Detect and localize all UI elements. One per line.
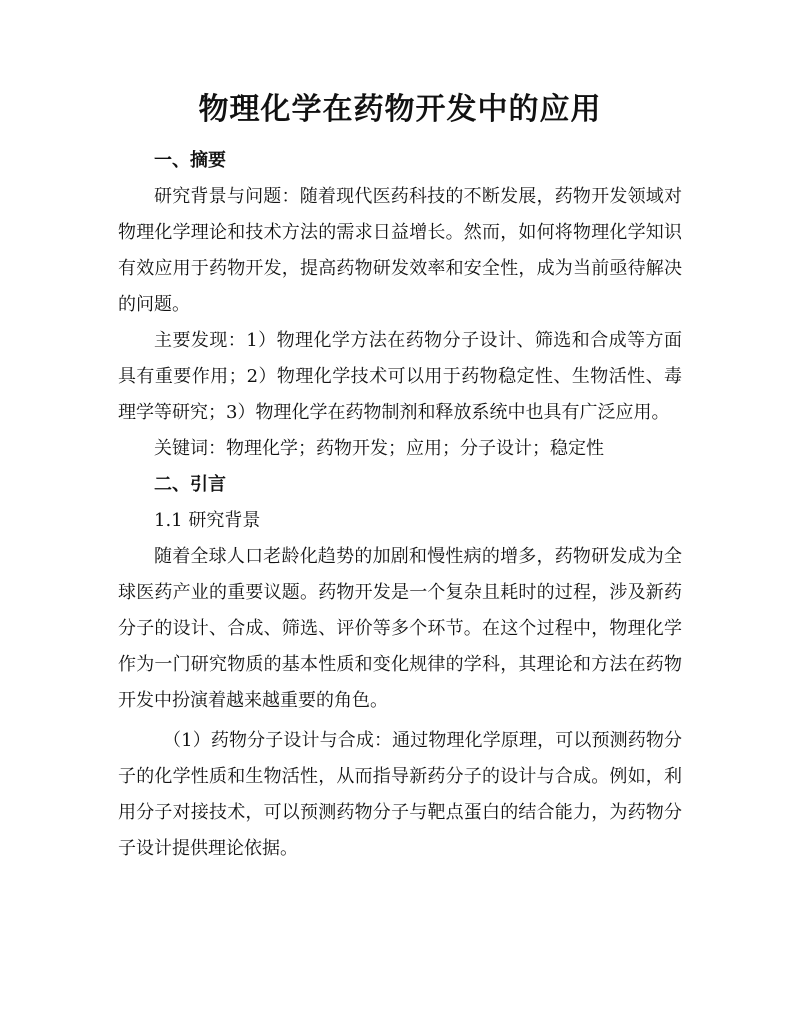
molecular-design-paragraph: （1）药物分子设计与合成：通过物理化学原理，可以预测药物分子的化学性质和生物活性，从而指导新药分子的设计与合成。例如，利用分子对接技术，可以预测药物分子与靶点蛋白的结合能力，为药物分子设计提供理论依据。 xyxy=(118,730,682,859)
document-body xyxy=(118,143,682,867)
document-title: 物理化学在药物开发中的应用 xyxy=(198,92,602,127)
abstract-heading: 一、摘要 xyxy=(154,150,226,171)
keywords-line: 关键词：物理化学；药物开发；应用；分子设计；稳定性 xyxy=(154,438,604,459)
section-1-1-heading: 1.1 研究背景 xyxy=(154,510,261,531)
introduction-heading: 二、引言 xyxy=(154,474,226,495)
abstract-background-paragraph: 研究背景与问题：随着现代医药科技的不断发展，药物开发领域对物理化学理论和技术方法的需求日益增长。然而，如何将物理化学知识有效应用于药物开发，提高药物研发效率和安全性，成为当前亟待解决的问题。 xyxy=(118,186,682,315)
research-background-paragraph: 随着全球人口老龄化趋势的加剧和慢性病的增多，药物研发成为全球医药产业的重要议题。药物开发是一个复杂且耗时的过程，涉及新药分子的设计、合成、筛选、评价等多个环节。在这个过程中，物理化学作为一门研究物质的基本性质和变化规律的学科，其理论和方法在药物开发中扮演着越来越重要的角色。 xyxy=(118,546,682,711)
abstract-findings-paragraph: 主要发现：1）物理化学方法在药物分子设计、筛选和合成等方面具有重要作用；2）物理化学技术可以用于药物稳定性、生物活性、毒理学等研究；3）物理化学在药物制剂和释放系统中也具有广泛应用。 xyxy=(118,330,682,423)
